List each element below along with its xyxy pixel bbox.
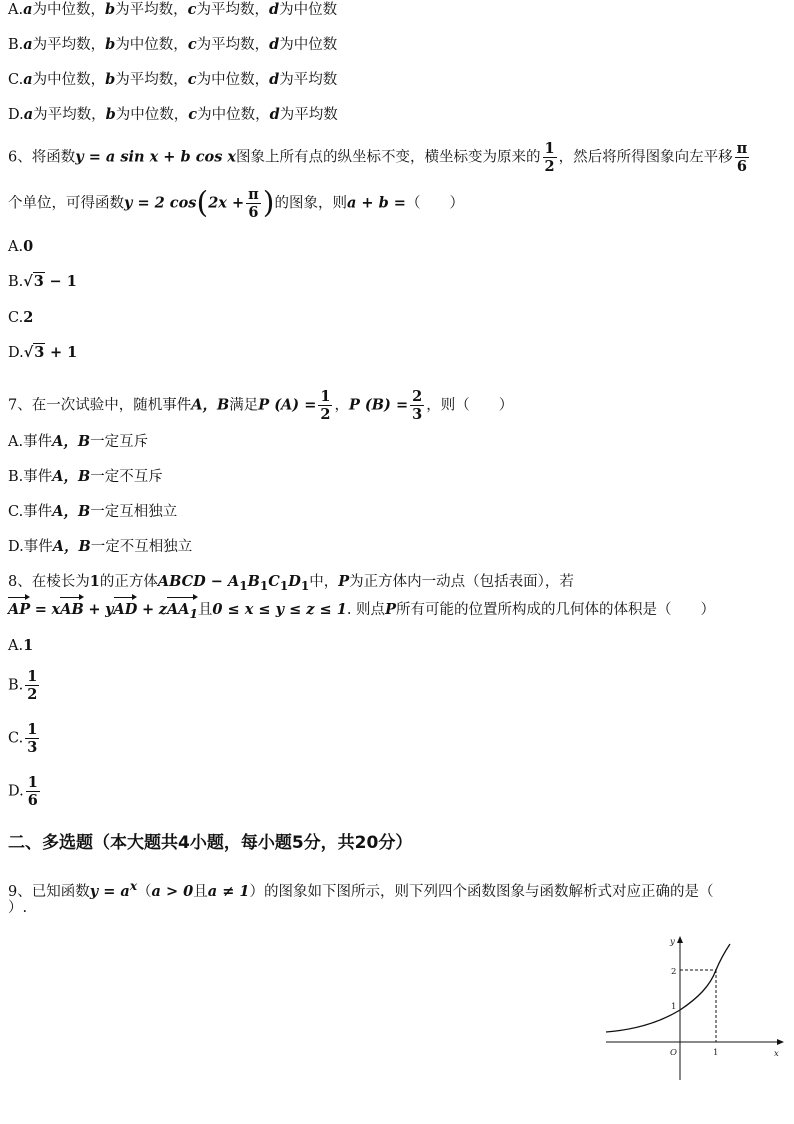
q8-option-b: B. $\frac{1}{2}$ xyxy=(8,668,38,703)
y-axis-label: y xyxy=(670,937,675,947)
x-axis-arrow xyxy=(777,1039,784,1045)
q9-stem-line2: ）. xyxy=(8,900,28,916)
q8-stem-line1: 8、在棱长为1的正方体ABCD − $A_1B_1C_1D_1$中，P为正方体内一动点（包括表面），若 xyxy=(8,573,574,593)
q7-option-d: D.事件A，B一定不互相独立 xyxy=(8,538,193,555)
q6-fraction-half: $\frac{1}{2}$ xyxy=(544,140,555,175)
q6-option-d: D.√3 + 1 xyxy=(8,344,78,361)
q7-fraction-pa: $\frac{1}{2}$ xyxy=(320,388,331,423)
q6-option-b: B.√3 − 1 xyxy=(8,273,77,290)
q6-option-a: A.0 xyxy=(8,238,34,255)
q5-option-c: C.a为中位数，b为平均数，c为中位数，d为平均数 xyxy=(8,71,338,88)
y-tick-1: 1 xyxy=(671,1002,677,1012)
q9-stem-line1: 9、已知函数$y = a^x(a > 0$且a ≠ 1）的图象如下图所示，则下列四个函数图象与函数解析式对应正确的是（ xyxy=(8,879,714,900)
q7-option-a: A.事件A，B一定互斥 xyxy=(8,433,149,450)
q5-option-b: B.a为平均数，b为中位数，c为平均数，d为中位数 xyxy=(8,36,338,53)
q8-stem-line2: AP = xAB + yAD + zAA$_1$且0 ≤ x ≤ y ≤ z ≤ 1. 则点P所有可能的位置所构成的几何体的体积是（ ） xyxy=(8,600,715,624)
q8-fraction-d: $\frac{1}{6}$ xyxy=(27,774,38,809)
exponential-curve xyxy=(606,944,730,1032)
q7-fraction-pb: $\frac{2}{3}$ xyxy=(412,388,423,423)
x-tick-1: 1 xyxy=(713,1048,719,1058)
q8-option-d: D. $\frac{1}{6}$ xyxy=(8,774,38,809)
section-heading: 二、多选题（本大题共4小题，每小题5分，共20分） xyxy=(8,833,413,853)
q7-option-b: B.事件A，B一定不互斥 xyxy=(8,468,163,485)
exponential-graph xyxy=(602,932,790,1084)
origin-label: O xyxy=(670,1048,677,1058)
x-axis-label: x xyxy=(774,1049,779,1059)
q6-fraction-shift: $\frac{\pi}{6}$ xyxy=(736,140,748,175)
sqrt-symbol: √3 xyxy=(23,273,44,290)
y-tick-2: 2 xyxy=(671,967,677,977)
q8-option-a: A.1 xyxy=(8,637,34,654)
sqrt-symbol: √3 xyxy=(23,344,45,361)
q8-fraction-c: $\frac{1}{3}$ xyxy=(27,721,38,756)
q5-option-d: D.a为平均数，b为中位数，c为中位数，d为平均数 xyxy=(8,106,338,123)
q6-stem-line2: 个单位，可得函数y = 2 cos(2x + $\frac{\pi}{6}$ )的图象，则a + b =（ ） xyxy=(8,185,464,221)
q7-option-c: C.事件A，B一定互相独立 xyxy=(8,503,178,520)
q6-option-c: C.2 xyxy=(8,309,34,326)
q7-stem: 7、在一次试验中，随机事件A，B满足P (A) = $\frac{1}{2}$ ，P (B) = $\frac{2}{3}$ ，则（ ） xyxy=(8,388,514,423)
q6-fraction-inner: $\frac{\pi}{6}$ xyxy=(248,186,259,221)
q5-option-a: A.a为中位数，b为平均数，c为平均数，d为中位数 xyxy=(8,1,338,18)
q6-stem-line1: 6、将函数y = a sin x + b cos x图象上所有点的纵坐标不变，横坐标变为原来的 $\frac{1}{2}$ ，然后将所得图象向左平移 $\frac{\pi}{6}$ xyxy=(8,140,748,175)
q8-option-c: C. $\frac{1}{3}$ xyxy=(8,721,38,756)
y-axis-arrow xyxy=(677,936,683,943)
q8-fraction-b: $\frac{1}{2}$ xyxy=(27,668,38,703)
